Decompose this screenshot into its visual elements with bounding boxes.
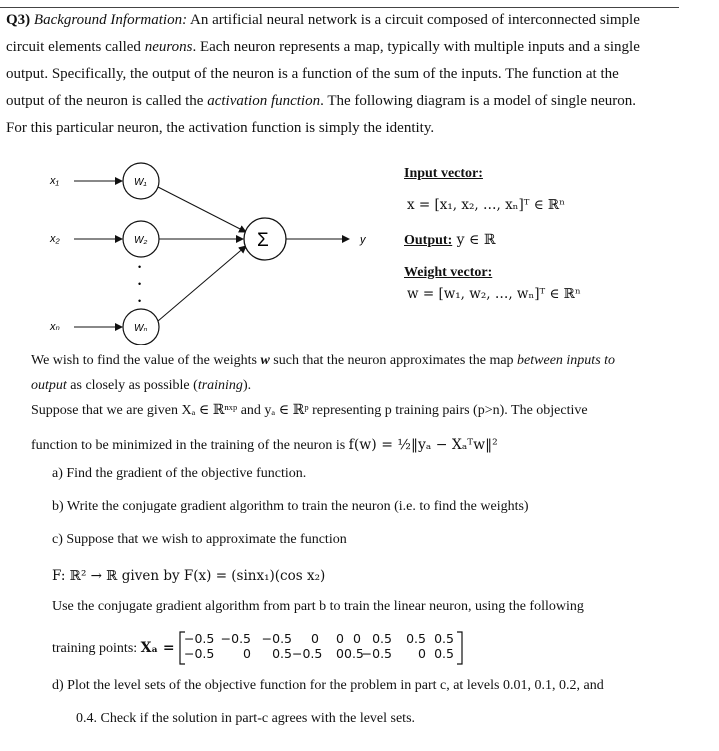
input-x2-label: x₂ (50, 233, 60, 245)
matrix-cell: −0.5 (361, 646, 392, 661)
intro-line-3: output. Specifically, the output of the neuron is a function of the sum of the inputs. The function at the (6, 66, 619, 82)
sum-symbol: Σ (257, 230, 269, 251)
intro-activation-function: activation function (207, 93, 321, 109)
matrix-cell: 0 (336, 631, 344, 646)
neuron-diagram (0, 150, 719, 345)
intro-text-2b: . Each neuron represents a map, typically with multiple inputs and a single (192, 39, 640, 55)
training-label: training points: (52, 641, 141, 656)
matrix-cell: 0 (243, 646, 251, 661)
matrix-cell: 0.5 (434, 646, 454, 661)
goal-text-2a: output (31, 378, 67, 393)
intro-text-1: An artificial neural network is a circuit composed of interconnected simple (187, 12, 640, 28)
matrix-cell: 0.5 (272, 646, 292, 661)
matrix-cell: 0.5 (344, 646, 364, 661)
goal-text-2b: as closely as possible ( (66, 378, 198, 393)
weight-vector-formula: w = [w₁, w₂, …, wₙ]ᵀ ∈ ℝⁿ (407, 286, 581, 302)
matrix-cell: 0.5 (406, 631, 426, 646)
matrix-cell: −0.5 (184, 646, 215, 661)
matrix-cell: 0.5 (372, 631, 392, 646)
matrix-row-1 (184, 631, 454, 646)
matrix-cell: −0.5 (220, 631, 251, 646)
goal-training: training (197, 378, 243, 393)
intro-text-2a: circuit elements called (6, 39, 145, 55)
edge-wn-sum (158, 246, 246, 321)
input-x1-label: x₁ (50, 175, 59, 187)
weight-w2-label: W₂ (134, 235, 148, 246)
goal-line-2 (31, 377, 251, 395)
dot-3: • (138, 296, 142, 306)
suppose-line: Suppose that we are given Xₐ ∈ ℝⁿˣᵖ and yₐ ∈ ℝᵖ representing p training pairs (p>n). The objective (31, 403, 588, 418)
part-c-use-line: Use the conjugate gradient algorithm from part b to train the linear neuron, using the following (52, 599, 584, 614)
output-definition (404, 231, 496, 250)
training-matrix (184, 631, 454, 661)
part-a: a) Find the gradient of the objective function. (52, 466, 307, 481)
input-vector-title: Input vector: (404, 166, 483, 181)
output-y-label: y (360, 234, 366, 246)
matrix-cell: 0 (336, 646, 344, 661)
goal-text-1a: We wish to find the value of the weights (31, 353, 261, 368)
dot-1: • (138, 262, 142, 272)
matrix-cell: −0.5 (261, 631, 292, 646)
question-heading: Background Information: (33, 12, 188, 28)
input-xn-label: xₙ (50, 321, 60, 333)
matrix-row-2 (184, 646, 454, 661)
matrix-name: Xₐ = (140, 640, 175, 656)
goal-text-1b: such that the neuron approximates the map (269, 353, 518, 368)
matrix-cell: 0.5 (434, 631, 454, 646)
intro-line-5: For this particular neuron, the activation function is simply the identity. (6, 120, 435, 136)
intro-line-2 (6, 38, 640, 56)
goal-w: w (260, 353, 270, 368)
part-b: b) Write the conjugate gradient algorithm to train the neuron (i.e. to find the weights) (52, 499, 529, 514)
part-c: c) Suppose that we wish to approximate the function (52, 532, 347, 547)
edge-w1-sum (158, 187, 246, 232)
matrix-cell: 0 (353, 631, 361, 646)
goal-text-1c: between inputs to (517, 353, 616, 368)
output-formula: y ∈ ℝ (452, 232, 496, 248)
part-d-line-2: 0.4. Check if the solution in part-c agrees with the level sets. (76, 711, 416, 726)
input-vector-formula: x = [x₁, x₂, …, xₙ]ᵀ ∈ ℝⁿ (407, 197, 566, 213)
question-number: Q3) (6, 12, 31, 28)
objective-text: function to be minimized in the training of the neuron is (31, 438, 349, 453)
intro-neurons: neurons (144, 39, 193, 55)
weight-w1-label: W₁ (134, 177, 147, 188)
output-title: Output: (404, 233, 453, 248)
weight-vector-title: Weight vector: (404, 265, 493, 280)
intro-text-4a: output of the neuron is called the (6, 93, 208, 109)
training-points-label (52, 639, 175, 658)
goal-text-2d: ). (242, 378, 252, 393)
matrix-cell: −0.5 (184, 631, 215, 646)
weight-wn-label: Wₙ (134, 323, 148, 334)
matrix-right-bracket (456, 631, 464, 665)
objective-formula: f(w) = ½‖yₐ − Xₐᵀw‖² (348, 437, 498, 453)
intro-text-4b: . The following diagram is a model of single neuron. (320, 93, 637, 109)
matrix-left-bracket (178, 631, 186, 665)
part-d-line-1: d) Plot the level sets of the objective function for the problem in part c, at levels 0.01, 0.1, 0.2, and (52, 678, 604, 693)
top-rule (0, 7, 679, 8)
matrix-cell: 0 (311, 631, 319, 646)
dot-2: • (138, 279, 142, 289)
intro-line-4 (6, 92, 636, 110)
matrix-cell: −0.5 (292, 646, 323, 661)
objective-line (31, 436, 498, 455)
matrix-cell: 0 (418, 646, 426, 661)
part-c-function: F: ℝ² → ℝ given by F(x) = (sinx₁)(cos x₂) (52, 568, 326, 584)
goal-line-1 (31, 352, 615, 370)
intro-line-1 (6, 11, 640, 29)
